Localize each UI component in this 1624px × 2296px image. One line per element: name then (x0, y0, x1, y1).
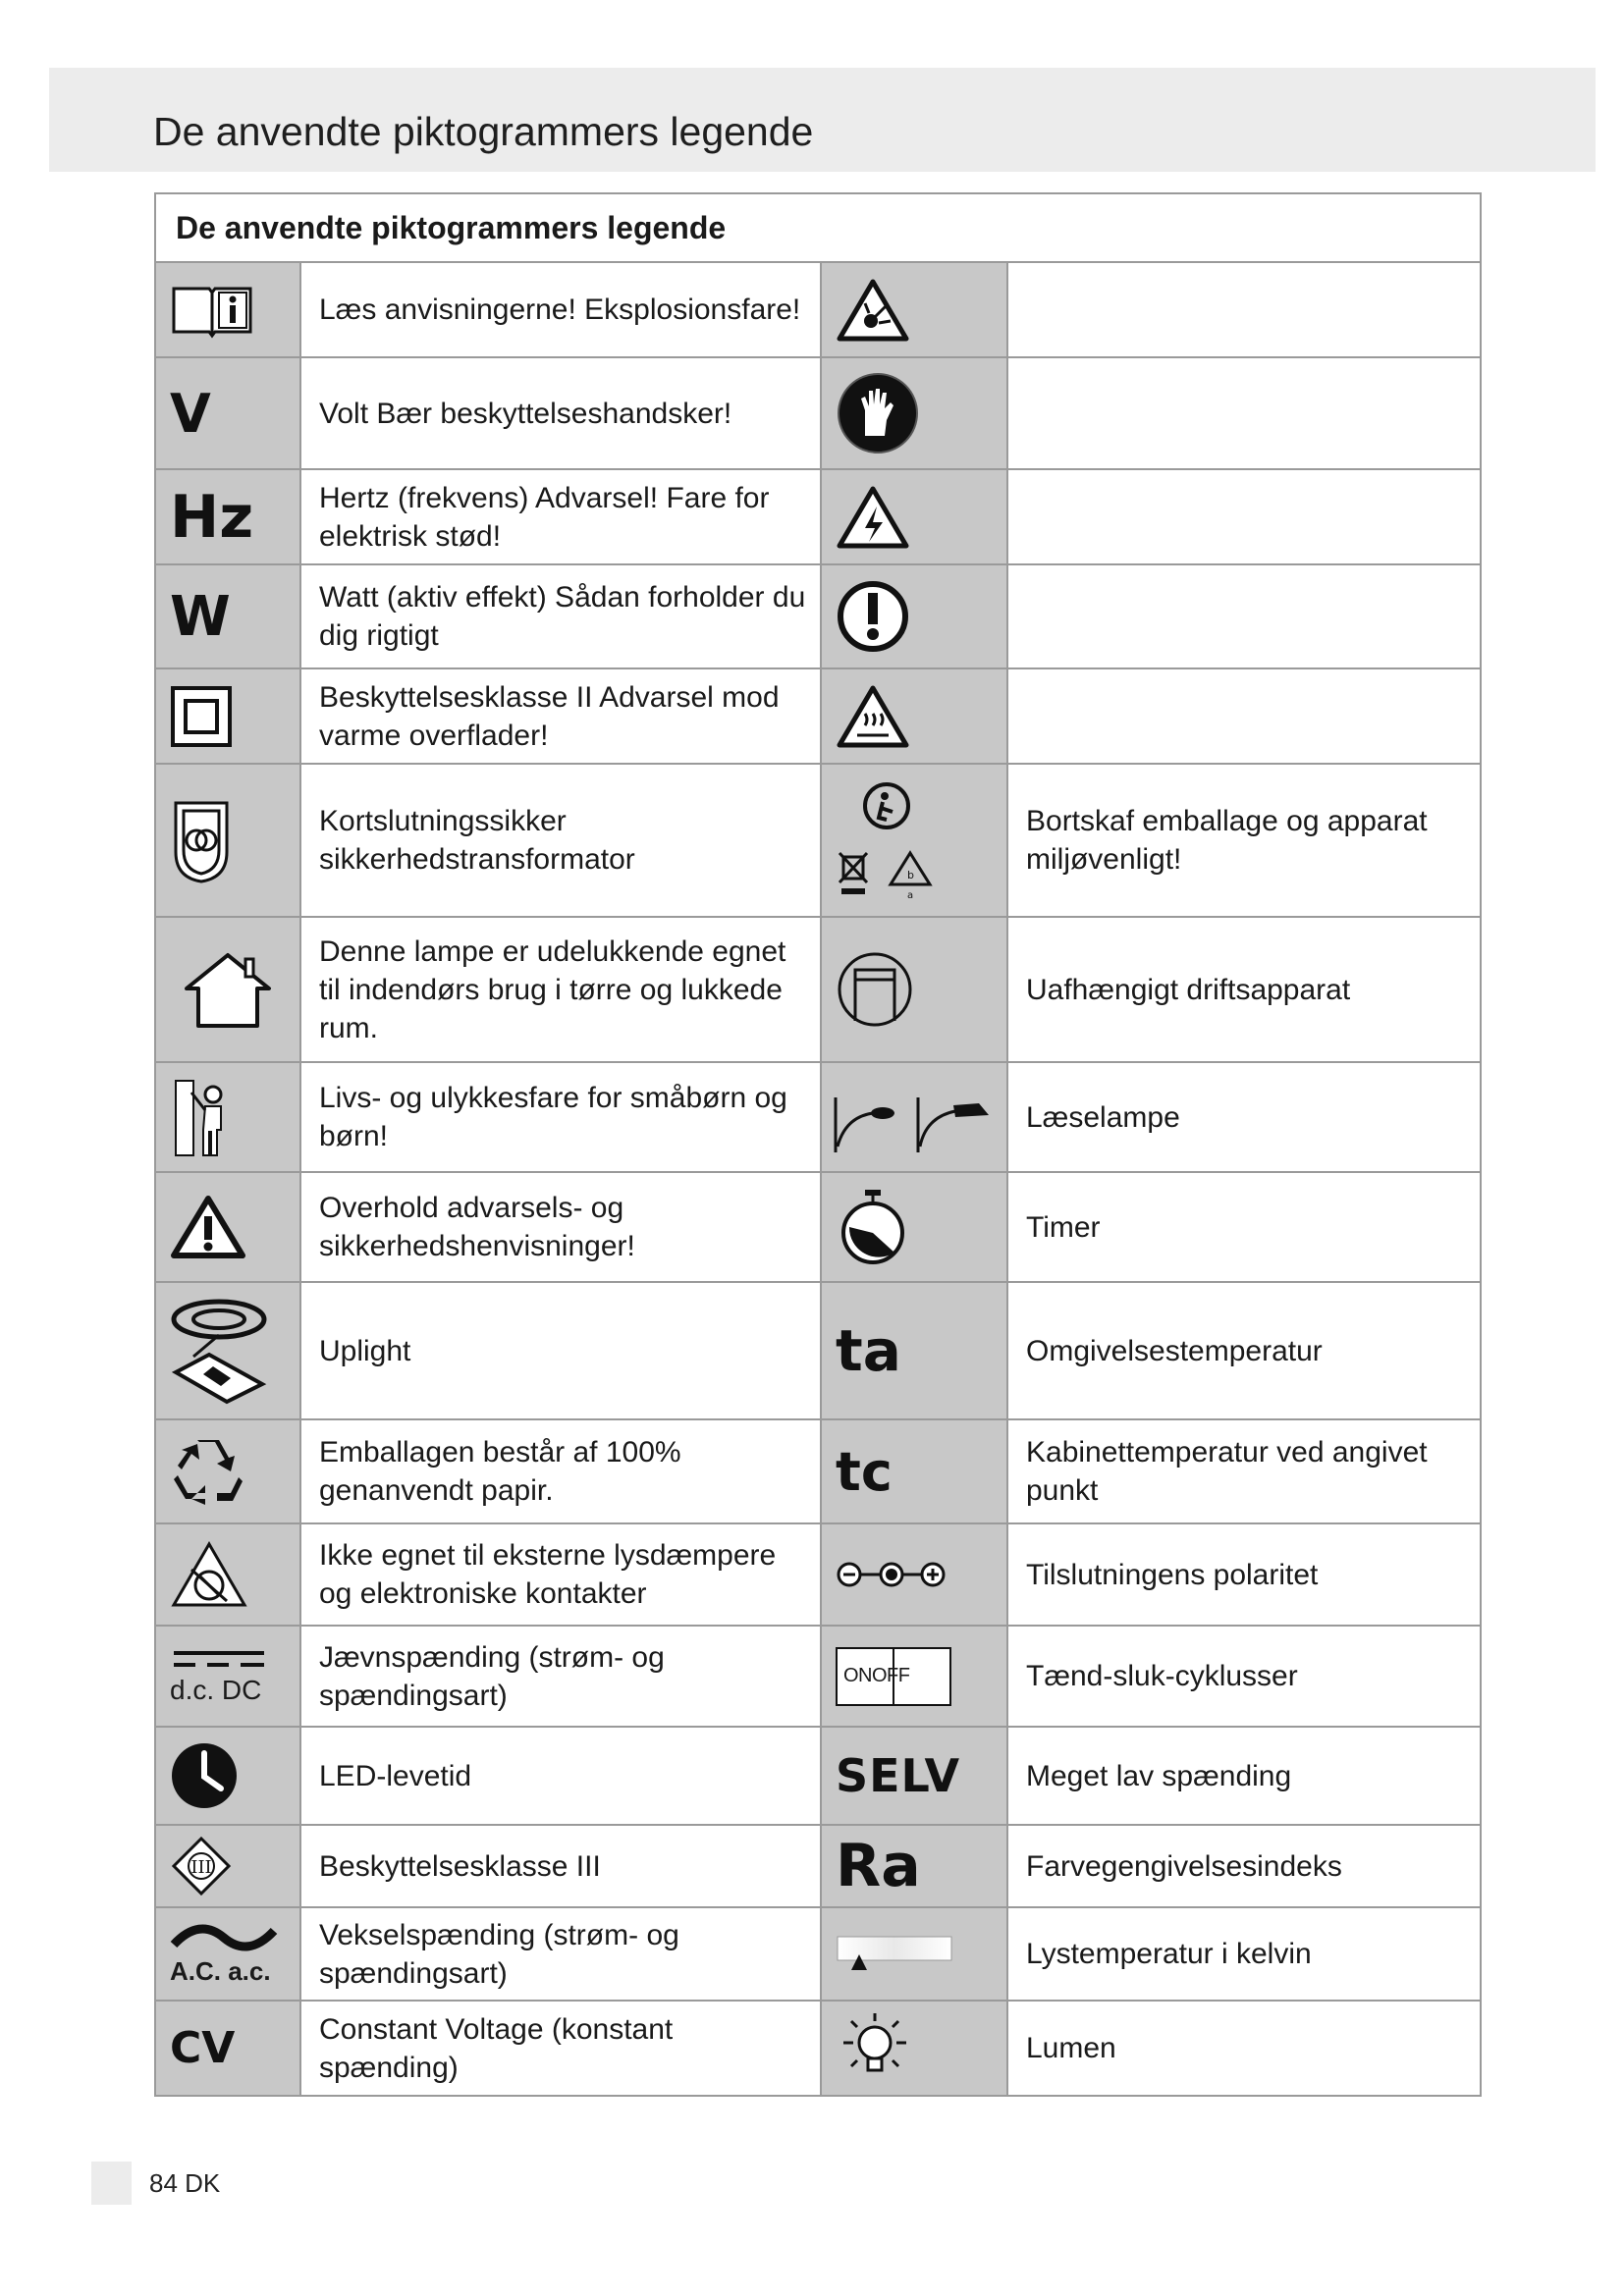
table-caption: De anvendte piktogrammers legende (155, 193, 1481, 262)
cv-symbol: CV (155, 2001, 300, 2096)
table-row (155, 1626, 1481, 1727)
recycle-icon (155, 1419, 300, 1523)
table-row (155, 2001, 1481, 2096)
table-row (155, 1727, 1481, 1825)
table-row (155, 668, 1481, 764)
row-text-right: Lystemperatur i kelvin (1007, 1907, 1481, 2001)
table-row (155, 1419, 1481, 1523)
row-text-left: Overhold advarsels- og sikkerhedshenvisninger! (300, 1172, 821, 1282)
row-text-right: Uafhængigt driftsapparat (1007, 917, 1481, 1062)
watt-symbol: W (155, 564, 300, 668)
polarity-icon (821, 1523, 1007, 1626)
row-text-right: Meget lav spænding (1007, 1727, 1481, 1825)
row-text-left: Jævnspænding (strøm- og spændingsart) (300, 1626, 821, 1727)
bulb-icon (821, 2001, 1007, 2096)
hot-surface-icon (821, 668, 1007, 764)
row-text-left: Emballagen består af 100% genanvendt papir. (300, 1419, 821, 1523)
hertz-symbol: Hz (155, 469, 300, 564)
ambient-temp-symbol: ta (821, 1282, 1007, 1419)
table-row (155, 764, 1481, 917)
table-row (155, 917, 1481, 1062)
svg-text:a: a (907, 890, 914, 901)
table-row (155, 564, 1481, 668)
dc-label: d.c. DC (170, 1674, 262, 1705)
class-ii-icon (155, 668, 300, 764)
case-temp-symbol: tc (821, 1419, 1007, 1523)
row-text-left: Uplight (300, 1282, 821, 1419)
row-text-right (1007, 668, 1481, 764)
class-iii-icon (155, 1825, 300, 1907)
row-text-right (1007, 357, 1481, 469)
ac-label: A.C. a.c. (170, 1956, 271, 1986)
ra-symbol: Ra (821, 1825, 1007, 1907)
no-dimmer-icon (155, 1523, 300, 1626)
page-number: 84 (149, 2168, 178, 2198)
table-row (155, 1825, 1481, 1907)
table-row (155, 1062, 1481, 1172)
clock-icon (155, 1727, 300, 1825)
row-text-right (1007, 469, 1481, 564)
row-text-left: Beskyttelsesklasse II Advarsel mod varme overflader! (300, 668, 821, 764)
table-row (155, 1172, 1481, 1282)
table-row (155, 1523, 1481, 1626)
row-text-right (1007, 564, 1481, 668)
row-text-right: Tilslutningens polaritet (1007, 1523, 1481, 1626)
svg-text:b: b (907, 869, 914, 881)
row-text-left: Watt (aktiv effekt) Sådan forholder du dig rigtigt (300, 564, 821, 668)
page-title: De anvendte piktogrammers legende (153, 109, 814, 154)
table-row (155, 357, 1481, 469)
table-row (155, 262, 1481, 357)
exclamation-circle-icon (821, 564, 1007, 668)
language-code: DK (185, 2168, 221, 2198)
table-row (155, 1282, 1481, 1419)
on-off-label: ONOFF (843, 1664, 910, 1686)
svg-text:III: III (190, 1857, 212, 1878)
child-hazard-icon (155, 1062, 300, 1172)
kelvin-scale-icon (821, 1907, 1007, 2001)
row-text-left: Læs anvisningerne! Eksplosionsfare! (300, 262, 821, 357)
ac-symbol (155, 1907, 300, 2001)
warning-triangle-icon (155, 1172, 300, 1282)
row-text-left: Livs- og ulykkesfare for småbørn og børn! (300, 1062, 821, 1172)
row-text-left: Volt Bær beskyttelseshandsker! (300, 357, 821, 469)
recycle-triangle-icon (891, 853, 930, 901)
row-text-left: Vekselspænding (strøm- og spændingsart) (300, 1907, 821, 2001)
row-text-right: Farvegengivelsesindeks (1007, 1825, 1481, 1907)
tidy-man-icon (865, 784, 908, 828)
row-text-left: Kortslutningssikker sikkerhedstransformator (300, 764, 821, 917)
timer-icon (821, 1172, 1007, 1282)
book-info-icon (155, 262, 300, 357)
table-row (155, 1907, 1481, 2001)
footer (149, 2168, 220, 2199)
legend-table (154, 192, 1482, 2097)
row-text-right: Læselampe (1007, 1062, 1481, 1172)
row-text-right: Timer (1007, 1172, 1481, 1282)
row-text-right: Tænd-sluk-cyklusser (1007, 1626, 1481, 1727)
electric-warning-icon (821, 469, 1007, 564)
explosion-warning-icon (821, 262, 1007, 357)
selv-symbol: SELV (821, 1727, 1007, 1825)
row-text-left: Hertz (frekvens) Advarsel! Fare for elektrisk stød! (300, 469, 821, 564)
row-text-right: Kabinettemperatur ved angivet punkt (1007, 1419, 1481, 1523)
independent-device-icon (821, 917, 1007, 1062)
reading-lamp-icon (821, 1062, 1007, 1172)
crossed-bin-icon (839, 853, 867, 894)
row-text-right (1007, 262, 1481, 357)
row-text-right: Lumen (1007, 2001, 1481, 2096)
ac-wave-icon (170, 1921, 278, 1954)
on-off-cycles-icon (821, 1626, 1007, 1727)
footer-marker (91, 2162, 132, 2205)
uplight-icon (155, 1282, 300, 1419)
row-text-left: Denne lampe er udelukkende egnet til indendørs brug i tørre og lukkede rum. (300, 917, 821, 1062)
row-text-left: Beskyttelsesklasse III (300, 1825, 821, 1907)
house-icon (155, 917, 300, 1062)
row-text-right: Bortskaf emballage og apparat miljøvenligt! (1007, 764, 1481, 917)
disposal-icons (821, 764, 1007, 917)
gloves-icon (821, 357, 1007, 469)
dc-symbol (155, 1626, 300, 1727)
row-text-right: Omgivelsestemperatur (1007, 1282, 1481, 1419)
row-text-left: Constant Voltage (konstant spænding) (300, 2001, 821, 2096)
dc-lines-icon (170, 1647, 268, 1669)
row-text-left: Ikke egnet til eksterne lysdæmpere og elektroniske kontakter (300, 1523, 821, 1626)
table-row (155, 469, 1481, 564)
volt-symbol: V (155, 357, 300, 469)
row-text-left: LED-levetid (300, 1727, 821, 1825)
safety-transformer-icon (155, 764, 300, 917)
table-caption-row (155, 193, 1481, 262)
